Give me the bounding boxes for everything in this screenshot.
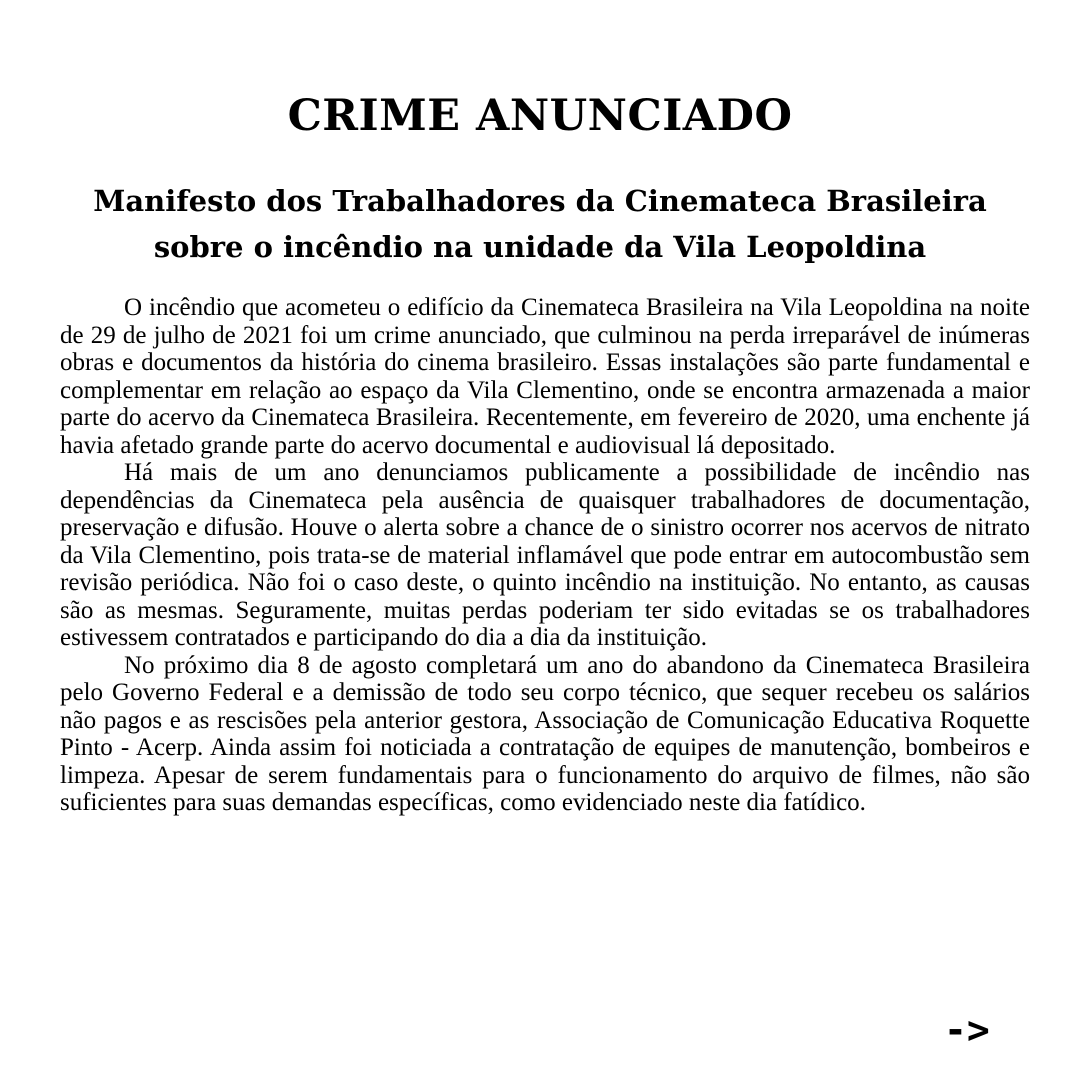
manifesto-body [60,294,1030,817]
next-page-arrow[interactable]: -> [944,1008,990,1052]
page-title: CRIME ANUNCIADO [287,91,793,141]
body-paragraph-3: No próximo dia 8 de agosto completará um ano do abandono da Cinemateca Brasileira pelo Governo Federal e a demissão de todo seu corpo técnico, que sequer recebeu os salários não pagos e as rescisões pela anterior gestora, Associação de Comunicação Educativa Roquette Pinto - Acerp. Ainda assim foi noticiada a contratação de equipes de manutenção, bombeiros e limpeza. Apesar de serem fundamentais para o funcionamento do arquivo de filmes, não são suficientes para suas demandas específicas, como evidenciado neste dia fatídico. [60,651,1030,816]
body-paragraph-1: O incêndio que acometeu o edifício da Cinemateca Brasileira na Vila Leopoldina na noite de 29 de julho de 2021 foi um crime anunciado, que culminou na perda irreparável de inúmeras obras e documentos da história do cinema brasileiro. Essas instalações são parte fundamental e complementar em relação ao espaço da Vila Clementino, onde se encontra armazenada a maior parte do acervo da Cinemateca Brasileira. Recentemente, em fevereiro de 2020, uma enchente já havia afetado grande parte do acervo documental e audiovisual lá depositado. [60,294,1030,459]
subtitle-line-2: sobre o incêndio na unidade da Vila Leopoldina [153,230,927,264]
page-subtitle [60,178,1020,270]
subtitle-line-1: Manifesto dos Trabalhadores da Cinemateca Brasileira [93,184,987,218]
body-paragraph-2: Há mais de um ano denunciamos publicamente a possibilidade de incêndio nas dependências da Cinemateca pela ausência de quaisquer trabalhadores de documentação, preservação e difusão. Houve o alerta sobre a chance de o sinistro ocorrer nos acervos de nitrato da Vila Clementino, pois trata-se de material inflamável que pode entrar em autocombustão sem revisão periódica. Não foi o caso deste, o quinto incêndio na instituição. No entanto, as causas são as mesmas. Seguramente, muitas perdas poderiam ter sido evitadas se os trabalhadores estivessem contratados e participando do dia a dia da instituição. [60,459,1030,651]
